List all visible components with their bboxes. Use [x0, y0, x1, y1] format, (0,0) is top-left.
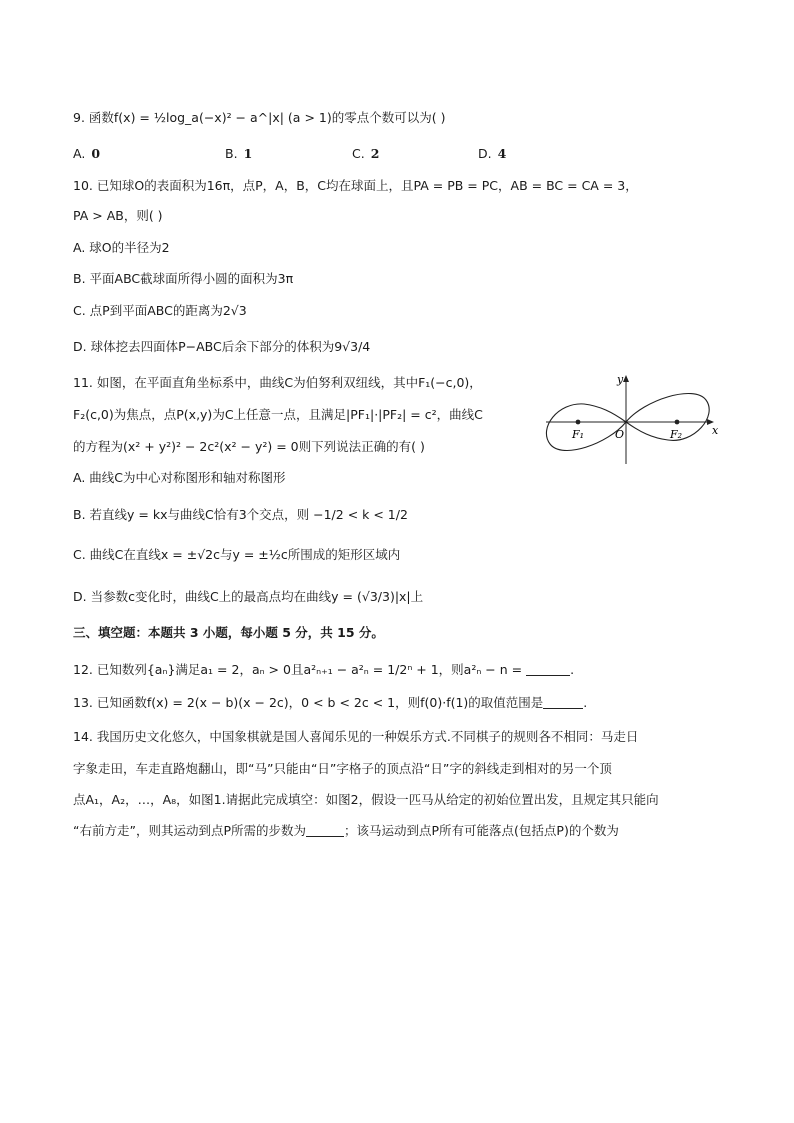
q13-text: 13. 已知函数f(x) = 2(x − b)(x − 2c)，0 < b < 2c < 1，则f(0)·f(1)的取值范围是: [73, 695, 544, 710]
q10-option-b: B. 平面ABC截球面所得小圆的面积为3π: [73, 271, 294, 286]
focus-f1-point: [576, 420, 581, 425]
q12-end: .: [570, 662, 575, 677]
q10-option-d: D. 球体挖去四面体P−ABC后余下部分的体积为9√3/4: [73, 339, 371, 354]
q14-stem-line2: 字象走田，车走直路炮翻山，即“马”只能由“日”字格子的顶点沿“日”字的斜线走到相对的另一个顶: [73, 761, 612, 776]
focus-f1-label: F₁: [572, 428, 585, 441]
q9-option-a: A. 0: [73, 146, 101, 161]
q9-option-d: D. 4: [478, 146, 507, 161]
focus-f2-label: F₂: [670, 428, 683, 441]
y-axis-arrow-icon: [623, 375, 629, 382]
lemniscate-figure: [544, 370, 724, 466]
q10-stem-line2: PA > AB，则( ): [73, 208, 163, 223]
q13-end: .: [583, 695, 588, 710]
q12-answer-blank: [526, 661, 570, 676]
y-axis-label: y: [617, 373, 624, 386]
q10-option-a: A. 球O的半径为2: [73, 240, 170, 255]
q12-stem: [73, 660, 574, 680]
q14-stem-line3: 点A₁，A₂，…，A₈，如图1.请据此完成填空：如图2，假设一匹马从给定的初始位置出发，且规定其只能向: [73, 792, 659, 807]
q9-option-b: B. 1: [225, 146, 253, 161]
q12-text: 12. 已知数列{aₙ}满足a₁ = 2，aₙ > 0且a²ₙ₊₁ − a²ₙ = 1/2ⁿ + 1，则a²ₙ − n =: [73, 662, 527, 677]
q9-option-c: C. 2: [352, 146, 380, 161]
q11-stem-line3: 的方程为(x² + y²)² − 2c²(x² − y²) = 0则下列说法正确的有( ): [73, 439, 425, 454]
q13-answer-blank: [543, 694, 583, 709]
origin-label: O: [615, 428, 625, 441]
focus-f2-point: [675, 420, 680, 425]
q13-stem: [73, 693, 587, 713]
q14-text-part1: “右前方走”，则其运动到点P所需的步数为: [73, 823, 306, 838]
q14-stem-line4: [73, 821, 619, 841]
q14-answer-blank-1: [306, 822, 344, 837]
q14-stem-line1: 14. 我国历史文化悠久，中国象棋就是国人喜闻乐见的一种娱乐方式.不同棋子的规则各不相同：马走日: [73, 729, 639, 744]
q11-option-b: B. 若直线y = kx与曲线C恰有3个交点，则 −1/2 < k < 1/2: [73, 507, 408, 522]
q10-stem-line1: 10. 已知球O的表面积为16π，点P，A，B，C均在球面上，且PA = PB = PC，AB = BC = CA = 3，: [73, 178, 638, 193]
q11-option-d: D. 当参数c变化时，曲线C上的最高点均在曲线y = (√3/3)|x|上: [73, 589, 424, 604]
q11-option-c: C. 曲线C在直线x = ±√2c与y = ±½c所围成的矩形区域内: [73, 547, 401, 562]
q11-option-a: A. 曲线C为中心对称图形和轴对称图形: [73, 470, 286, 485]
q11-stem-line1: 11. 如图，在平面直角坐标系中，曲线C为伯努利双纽线，其中F₁(−c,0)，: [73, 375, 482, 390]
x-axis-label: x: [712, 424, 719, 437]
q9-stem: 9. 函数f(x) = ½log_a(−x)² − a^|x| (a > 1)的零点个数可以为( ): [73, 110, 446, 125]
q11-stem-line2: F₂(c,0)为焦点，点P(x,y)为C上任意一点，且满足|PF₁|·|PF₂| = c²，曲线C: [73, 407, 483, 422]
section-3-heading: 三、填空题：本题共 3 小题，每小题 5 分，共 15 分。: [73, 625, 384, 640]
q14-text-part2: ；该马运动到点P所有可能落点(包括点P)的个数为: [344, 823, 619, 838]
q10-option-c: C. 点P到平面ABC的距离为2√3: [73, 303, 247, 318]
